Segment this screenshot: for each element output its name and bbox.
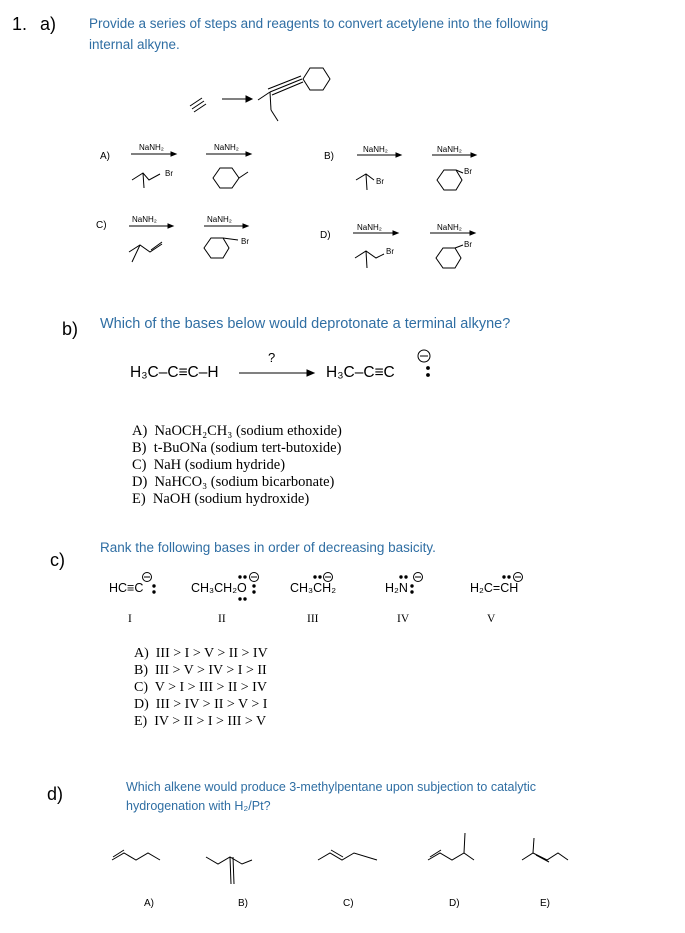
- part-a-prompt-line1: Provide a series of steps and reagents to convert acetylene into the following: [89, 16, 549, 31]
- option-d-reagent-1: NaNH₂: [357, 223, 382, 232]
- option-a-br: Br: [165, 169, 173, 178]
- reactant-formula: H₃C–C≡C–H: [130, 364, 219, 381]
- alkene-a-label: A): [144, 898, 154, 909]
- option-c-reagent-2: NaNH₂: [207, 215, 232, 224]
- part-b-choice-c: C) NaH (sodium hydride): [132, 457, 286, 473]
- part-b-choice-e: E) NaOH (sodium hydroxide): [132, 491, 310, 507]
- option-c-letter: C): [96, 220, 107, 231]
- part-c-choice-c: C) V > I > III > II > IV: [134, 680, 267, 695]
- part-a-prompt-line2: internal alkyne.: [89, 37, 180, 52]
- base-4-formula: H₂N: [385, 581, 408, 595]
- option-b-br-2: Br: [464, 167, 472, 176]
- base-1-formula: HC≡C: [109, 581, 144, 595]
- option-b-reagent-2: NaNH₂: [437, 145, 462, 154]
- arrow-label: ?: [268, 350, 276, 365]
- part-b-choice-b: B) t-BuONa (sodium tert-butoxide): [132, 440, 342, 456]
- alkene-e-label: E): [540, 898, 550, 909]
- question-number: 1.: [12, 14, 28, 34]
- option-d-br-1: Br: [386, 247, 394, 256]
- part-b-label: b): [62, 319, 79, 339]
- part-d-prompt-line2: hydrogenation with H₂/Pt?: [126, 799, 271, 813]
- part-b-prompt: Which of the bases below would deprotonate a terminal alkyne?: [100, 316, 511, 332]
- part-c-choice-e: E) IV > II > I > III > V: [134, 714, 267, 729]
- base-2-roman: II: [218, 613, 226, 625]
- product-formula: H₃C–C≡C: [326, 364, 395, 381]
- part-c-prompt: Rank the following bases in order of decreasing basicity.: [100, 540, 436, 555]
- base-3-roman: III: [307, 613, 319, 625]
- part-b-choice-a: A) NaOCH₂CH₃ (sodium ethoxide): [132, 423, 342, 439]
- option-a-reagent-1: NaNH₂: [139, 143, 164, 152]
- option-b-reagent-1: NaNH₂: [363, 145, 388, 154]
- option-b-letter: B): [324, 151, 334, 162]
- part-c-choice-b: B) III > V > IV > I > II: [134, 663, 267, 678]
- option-a-letter: A): [100, 151, 110, 162]
- base-4-roman: IV: [397, 613, 410, 625]
- option-a-reagent-2: NaNH₂: [214, 143, 239, 152]
- part-c-choice-a: A) III > I > V > II > IV: [134, 646, 268, 661]
- base-5-formula: H₂C=CH: [470, 581, 519, 595]
- option-c-br: Br: [241, 237, 249, 246]
- part-b-choice-d: D) NaHCO₃ (sodium bicarbonate): [132, 474, 335, 490]
- part-d-prompt-line1: Which alkene would produce 3-methylpentane upon subjection to catalytic: [126, 780, 536, 794]
- option-d-reagent-2: NaNH₂: [437, 223, 462, 232]
- option-d-br-2: Br: [464, 240, 472, 249]
- part-c-label: c): [50, 550, 65, 570]
- alkene-b-label: B): [238, 898, 248, 909]
- base-3-formula: CH₃CH₂: [290, 581, 337, 595]
- part-c-choice-d: D) III > IV > II > V > I: [134, 697, 268, 712]
- part-a-label: a): [40, 14, 57, 34]
- option-b-br-1: Br: [376, 177, 384, 186]
- alkene-d-label: D): [449, 898, 460, 909]
- option-c-reagent-1: NaNH₂: [132, 215, 157, 224]
- base-1-roman: I: [128, 613, 132, 625]
- base-5-roman: V: [487, 613, 496, 625]
- option-d-letter: D): [320, 230, 331, 241]
- part-d-label: d): [47, 784, 64, 804]
- alkene-c-label: C): [343, 898, 354, 909]
- base-2-formula: CH₃CH₂O: [191, 581, 247, 595]
